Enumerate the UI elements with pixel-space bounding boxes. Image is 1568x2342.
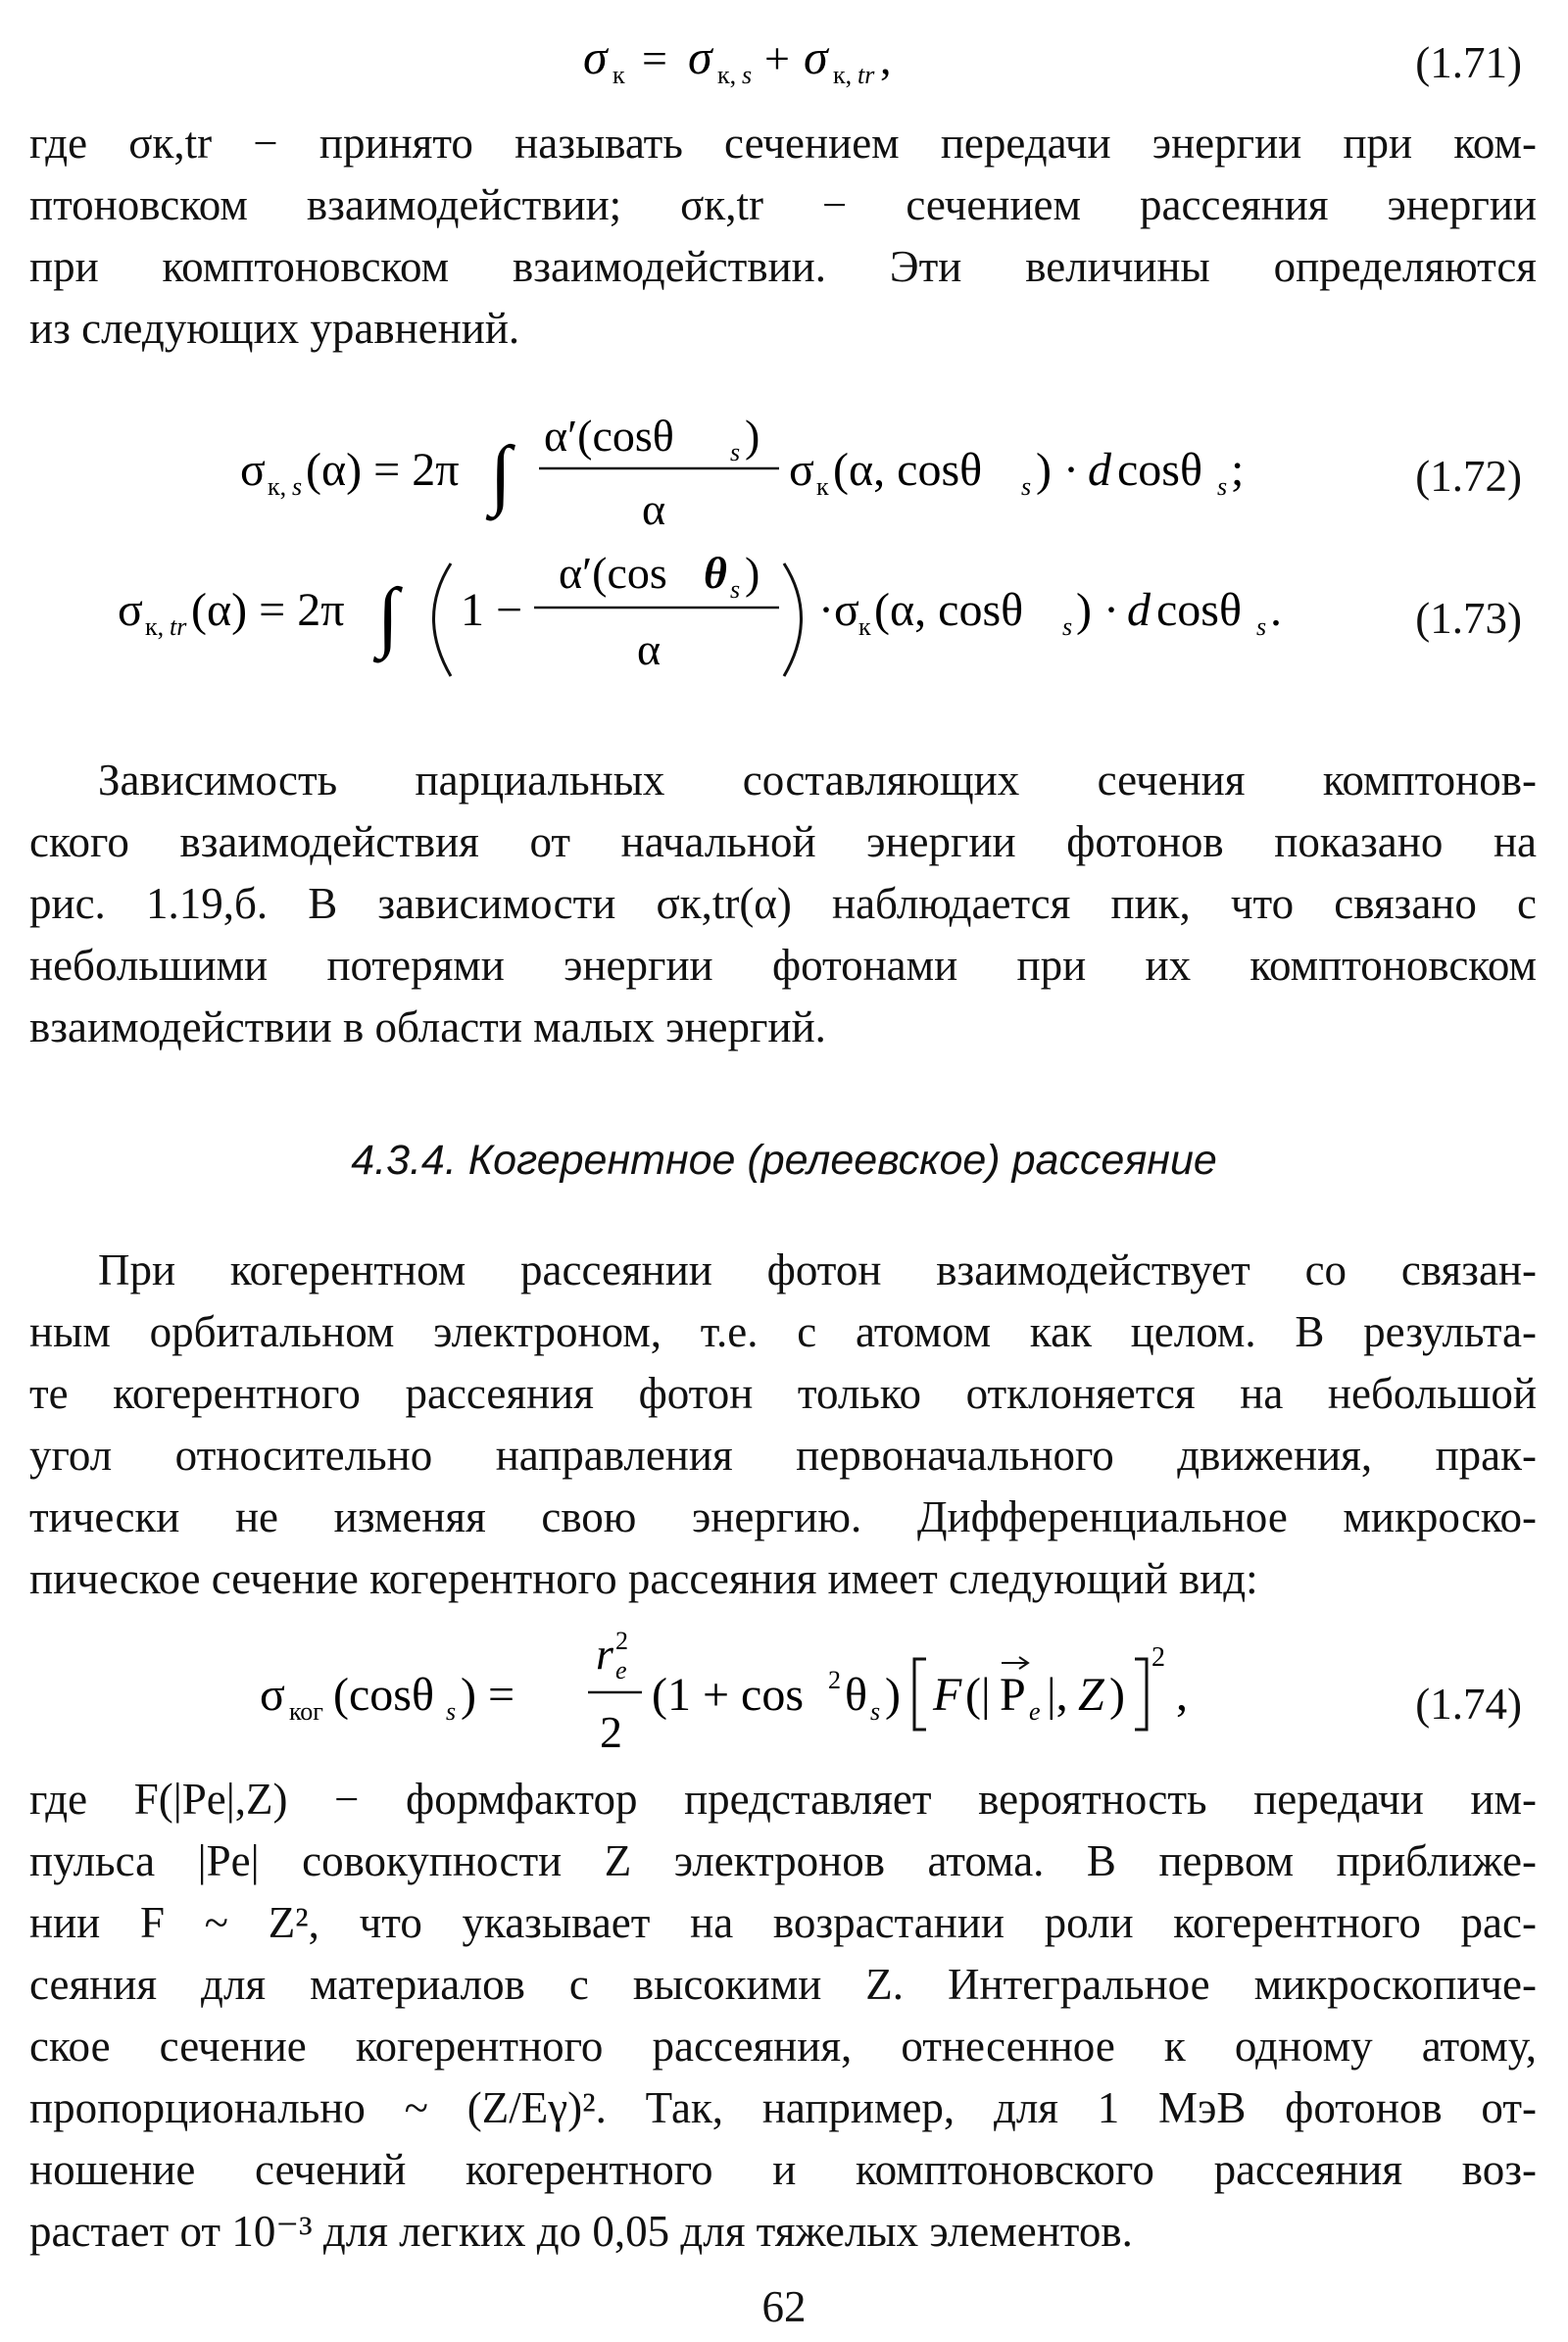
svg-text:s: s	[1217, 472, 1228, 501]
equation-1-72-graphic	[29, 402, 1537, 539]
text-line: взаимодействии в области малых энергий.	[29, 1002, 826, 1051]
text-line: тически не изменяя свою энергию. Дифференциальное микроско-	[29, 1492, 1537, 1541]
svg-text:;: ;	[1231, 444, 1245, 496]
svg-text:s: s	[742, 61, 753, 89]
svg-text:F: F	[933, 1669, 962, 1721]
text-line: растает от 10⁻³ для легких до 0,05 для тяжелых элементов.	[29, 2207, 1133, 2256]
svg-text:|,: |,	[1047, 1669, 1068, 1721]
svg-text:(α, cosθ: (α, cosθ	[874, 584, 1024, 636]
svg-text:σ: σ	[583, 29, 608, 84]
svg-text:σ: σ	[804, 29, 828, 84]
svg-text:·σ: ·σ	[818, 584, 859, 636]
svg-text:,: ,	[880, 33, 892, 83]
svg-text:θ: θ	[704, 548, 727, 598]
svg-text:): )	[745, 411, 760, 461]
text-line: те когерентного рассеяния фотон только отклоняется на небольшой	[29, 1369, 1537, 1418]
svg-text:tr: tr	[170, 612, 187, 641]
text-line: небольшими потерями энергии фотонами при их комптоновском	[29, 941, 1537, 990]
svg-text:(α, cosθ: (α, cosθ	[833, 444, 983, 496]
svg-text:σ: σ	[789, 444, 814, 496]
equation-number: (1.74)	[1415, 1680, 1522, 1729]
svg-text:s: s	[1256, 612, 1267, 641]
text-line: из следующих уравнений.	[29, 304, 520, 353]
text-line: при комптоновском взаимодействии. Эти величины определяются	[29, 242, 1537, 291]
svg-text:=: =	[642, 33, 667, 83]
svg-text:.: .	[1270, 584, 1282, 636]
svg-text:σ: σ	[688, 29, 712, 84]
svg-text:s: s	[1062, 612, 1073, 641]
text-line: где F(|Pe|,Z) − формфактор представляет вероятность передачи им-	[29, 1775, 1537, 1824]
text-line: нии F ~ Z², что указывает на возрастании роли когерентного рас-	[29, 1898, 1537, 1947]
svg-text:s: s	[446, 1697, 457, 1726]
svg-text:(α) = 2π: (α) = 2π	[191, 584, 345, 636]
equation-1-71	[29, 20, 1537, 98]
svg-text:α: α	[642, 484, 666, 534]
text-line: угол относительно направления первоначального движения, прак-	[29, 1431, 1537, 1480]
svg-text:2: 2	[828, 1666, 841, 1694]
svg-text:α′(cosθ: α′(cosθ	[544, 411, 674, 461]
svg-text:+: +	[764, 33, 790, 83]
svg-text:σ: σ	[240, 444, 266, 496]
text-line: ского взаимодействия от начальной энергии фотонов показано на	[29, 817, 1537, 866]
paragraph-form-factor	[29, 1769, 1537, 2263]
equation-1-71-graphic	[29, 20, 1537, 98]
svg-text:к: к	[858, 612, 871, 641]
svg-text:(|: (|	[965, 1669, 991, 1721]
equation-1-74	[29, 1622, 1537, 1769]
equation-1-73	[29, 539, 1537, 686]
equation-1-73-graphic	[29, 539, 1537, 686]
text-line: пульса |Pe| совокупности Z электронов атома. В первом приближе-	[29, 1836, 1537, 1885]
svg-text:α: α	[637, 624, 662, 674]
text-line: Зависимость парциальных составляющих сечения комптонов-	[98, 756, 1537, 805]
equation-1-71-text	[0, 0, 1, 1]
equation-1-72	[29, 402, 1537, 539]
section-heading: 4.3.4. Когерентное (релеевское) рассеяние	[351, 1137, 1217, 1184]
svg-text:к: к	[612, 61, 625, 89]
svg-text:d: d	[1127, 584, 1151, 636]
svg-text:s: s	[292, 472, 303, 501]
svg-text:) =: ) =	[461, 1669, 515, 1721]
svg-text:) ·: ) ·	[1036, 444, 1079, 496]
svg-text:(α) = 2π: (α) = 2π	[306, 444, 460, 496]
svg-text:к: к	[816, 472, 829, 501]
equation-1-74-graphic	[29, 1622, 1537, 1769]
paragraph-partial-components	[29, 750, 1537, 1058]
svg-text:(1 + cos: (1 + cos	[652, 1669, 805, 1721]
svg-text:e: e	[615, 1656, 627, 1684]
text-line: ным орбитальном электроном, т.е. с атомом как целом. В результа-	[29, 1307, 1537, 1356]
svg-text:к,: к,	[268, 472, 287, 501]
svg-text:α′(cos: α′(cos	[559, 548, 667, 598]
svg-text:s: s	[870, 1697, 881, 1726]
svg-text:tr: tr	[858, 61, 875, 89]
svg-text:2: 2	[615, 1627, 628, 1655]
svg-text:r: r	[596, 1629, 613, 1679]
svg-text:к,: к,	[145, 612, 165, 641]
svg-text:e: e	[1029, 1697, 1041, 1726]
svg-text:) ·: ) ·	[1076, 584, 1119, 636]
svg-text:∫: ∫	[377, 573, 399, 659]
text-line: пическое сечение когерентного рассеяния имеет следующий вид:	[29, 1554, 1258, 1603]
svg-text:,: ,	[1176, 1669, 1188, 1721]
svg-text:cosθ: cosθ	[1156, 584, 1242, 636]
paragraph-compton-definitions	[29, 113, 1537, 360]
text-line: где σк,tr − принято называть сечением передачи энергии при ком-	[29, 119, 1537, 168]
text-line: ношение сечений когерентного и комптоновского рассеяния воз-	[29, 2145, 1537, 2194]
svg-text:1 −: 1 −	[461, 584, 523, 636]
svg-text:θ: θ	[845, 1669, 867, 1721]
svg-text:Z: Z	[1078, 1669, 1104, 1721]
svg-text:ког: ког	[289, 1697, 323, 1726]
equation-number: (1.73)	[1415, 594, 1522, 643]
svg-text:∫: ∫	[490, 431, 512, 517]
svg-text:σ: σ	[260, 1669, 285, 1721]
svg-text:к,: к,	[717, 61, 737, 89]
text-line: При когерентном рассеянии фотон взаимодействует со связан-	[98, 1245, 1537, 1294]
svg-text:s: s	[1021, 472, 1032, 501]
svg-text:cosθ: cosθ	[1117, 444, 1202, 496]
svg-text:): )	[1109, 1669, 1125, 1721]
equation-number: (1.71)	[1415, 38, 1522, 87]
svg-text:2: 2	[1152, 1642, 1165, 1673]
paragraph-coherent-scattering	[29, 1240, 1537, 1610]
svg-text:): )	[885, 1669, 901, 1721]
svg-text:s: s	[730, 438, 741, 466]
page-number: 62	[761, 2282, 807, 2331]
svg-text:P: P	[1000, 1669, 1026, 1721]
equation-formula-text	[0, 0, 1, 1]
text-line: пропорционально ~ (Z/Eγ)². Так, например, для 1 МэВ фотонов от-	[29, 2083, 1537, 2132]
text-line: рис. 1.19,б. В зависимости σк,tr(α) наблюдается пик, что связано с	[29, 879, 1537, 928]
svg-text:s: s	[730, 575, 741, 604]
svg-text:d: d	[1088, 444, 1111, 496]
svg-text:к,: к,	[833, 61, 853, 89]
text-line: ское сечение когерентного рассеяния, отнесенное к одному атому,	[29, 2022, 1537, 2071]
text-line: птоновском взаимодействии; σк,tr − сечением рассеяния энергии	[29, 180, 1537, 229]
svg-text:σ: σ	[118, 584, 143, 636]
text-line: сеяния для материалов с высокими Z. Интегральное микроскопиче-	[29, 1960, 1537, 2009]
svg-text:(cosθ: (cosθ	[333, 1669, 434, 1721]
svg-text:): )	[745, 548, 760, 598]
equation-number: (1.72)	[1415, 452, 1522, 501]
svg-text:2: 2	[600, 1707, 622, 1757]
